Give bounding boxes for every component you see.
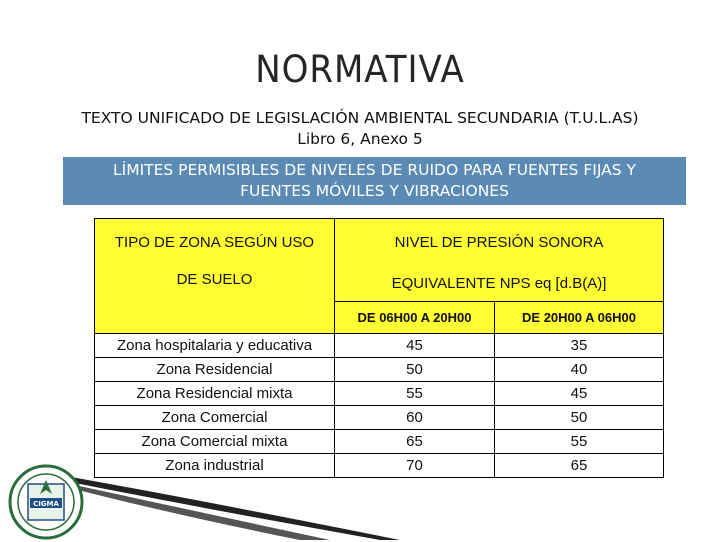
day-value-cell: 50 (335, 357, 495, 381)
day-value-cell: 45 (335, 333, 495, 357)
zone-cell: Zona Residencial (95, 357, 335, 381)
day-value-cell: 55 (335, 381, 495, 405)
night-value-cell: 45 (495, 381, 664, 405)
table-row (95, 357, 664, 381)
night-value-cell: 40 (495, 357, 664, 381)
zone-cell: Zona Residencial mixta (95, 381, 335, 405)
pressure-header-2: EQUIVALENTE NPS eq [d.B(A)] (335, 267, 664, 302)
night-value-cell: 55 (495, 429, 664, 453)
day-period-header: DE 06H00 A 20H00 (335, 301, 495, 333)
banner-line-2: FUENTES MÓVILES Y VIBRACIONES (240, 182, 509, 200)
pressure-header-1: NIVEL DE PRESIÓN SONORA (335, 219, 664, 267)
night-value-cell: 50 (495, 405, 664, 429)
zone-type-header-1: TIPO DE ZONA SEGÚN USO (95, 219, 335, 267)
document-subtitle (0, 108, 720, 150)
table-row (95, 381, 664, 405)
day-value-cell: 65 (335, 429, 495, 453)
table-row (95, 405, 664, 429)
zone-cell: Zona industrial (95, 453, 335, 477)
banner-line-1: LÍMITES PERMISIBLES DE NIVELES DE RUIDO PARA FUENTES FIJAS Y (112, 161, 637, 179)
day-value-cell: 70 (335, 453, 495, 477)
night-value-cell: 65 (495, 453, 664, 477)
night-value-cell: 35 (495, 333, 664, 357)
subtitle-line-1: TEXTO UNIFICADO DE LEGISLACIÓN AMBIENTAL SECUNDARIA (T.U.L.AS) (81, 109, 639, 127)
night-period-header: DE 20H00 A 06H00 (495, 301, 664, 333)
zone-cell: Zona Comercial mixta (95, 429, 335, 453)
subtitle-line-2: Libro 6, Anexo 5 (297, 130, 423, 148)
day-value-cell: 60 (335, 405, 495, 429)
noise-limits-table (94, 218, 664, 478)
table-row (95, 333, 664, 357)
zone-type-header-2: DE SUELO (95, 267, 335, 334)
section-banner (63, 157, 686, 205)
zone-cell: Zona hospitalaria y educativa (95, 333, 335, 357)
cigma-logo-icon (6, 462, 86, 542)
logo-text: CIGMA (33, 500, 59, 508)
page-title: NORMATIVA (255, 48, 465, 91)
zone-cell: Zona Comercial (95, 405, 335, 429)
